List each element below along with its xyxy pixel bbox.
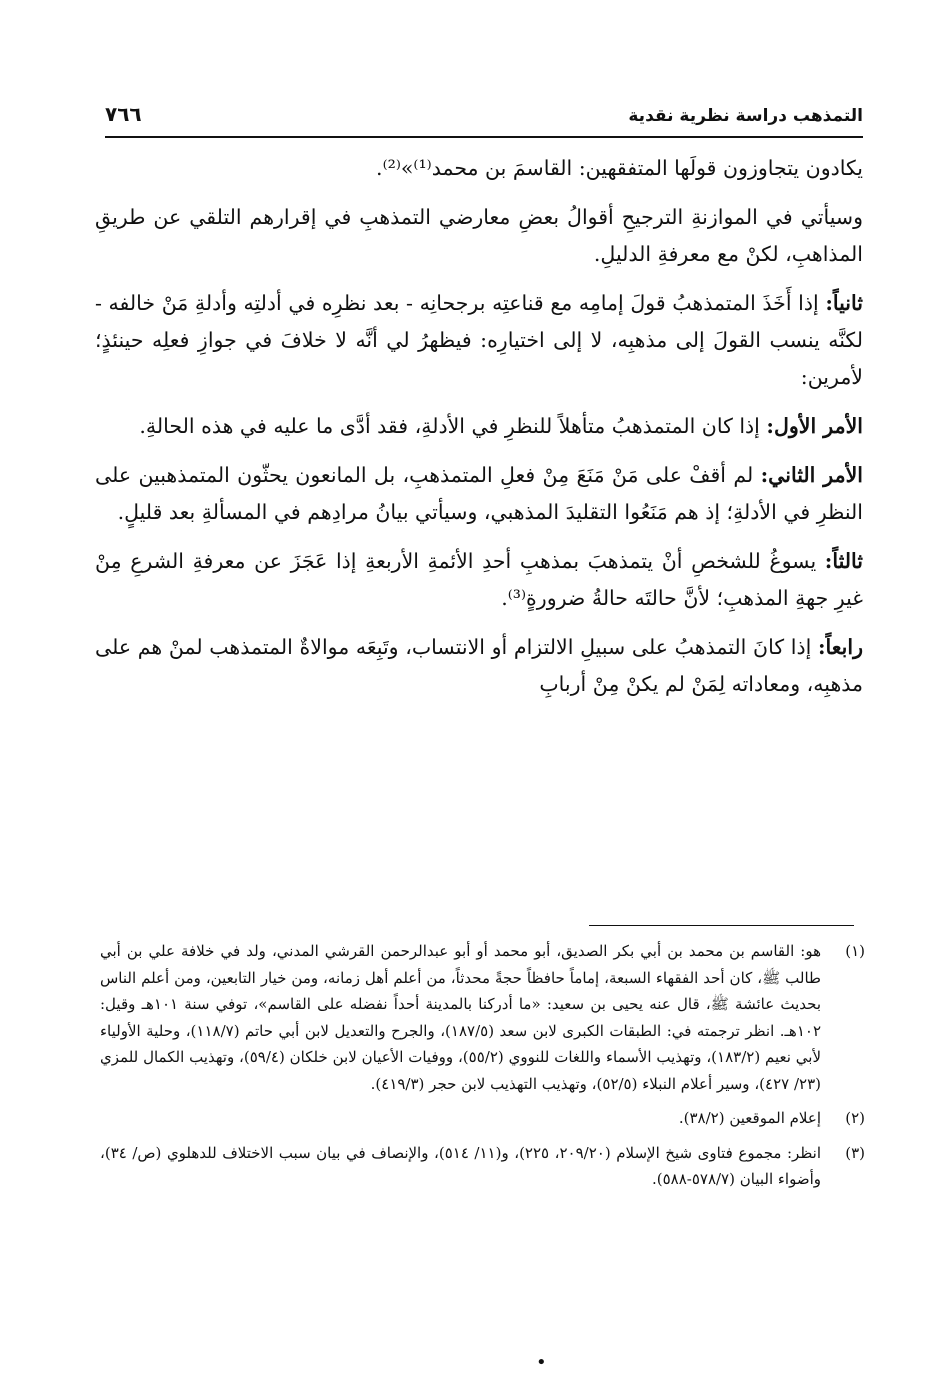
footnote-3-number: (٣) (845, 1143, 865, 1162)
paragraph-5 (95, 457, 863, 531)
paragraph-6-lead: ثالثاً: (824, 549, 863, 573)
header-title: التمذهب دراسة نظرية نقدية (628, 106, 863, 126)
paragraph-7-text: إذا كانَ التمذهبُ على سبيلِ الالتزام أو الانتساب، وتَبِعَه موالاةٌ المتمذهب لمنْ هم على مذهبِه، ومعاداته لِمَنْ لم يكنْ مِنْ أربابِ (95, 635, 863, 696)
paragraph-3-lead: ثانياً: (825, 291, 863, 315)
paragraph-5-lead: الأمر الثاني: (760, 463, 863, 487)
page-number: ٧٦٦ (105, 102, 142, 126)
paragraph-4 (95, 408, 863, 445)
running-header (105, 100, 863, 138)
paragraph-3 (95, 285, 863, 396)
footnote-separator (589, 925, 854, 926)
footnote-1 (100, 938, 865, 1097)
footnote-1-number: (١) (845, 942, 865, 960)
paragraph-7 (95, 629, 863, 703)
footnote-2 (100, 1105, 865, 1132)
paragraph-4-lead: الأمر الأول: (766, 414, 863, 438)
paragraph-4-text: إذا كان المتمذهبُ متأهلاً للنظرِ في الأدلةِ، فقد أدَّى ما عليه في هذه الحالةِ. (139, 414, 760, 438)
footnote-3 (100, 1140, 865, 1193)
footnotes (100, 938, 865, 1201)
page-mark: • (536, 1352, 547, 1373)
footnote-3-text: انظر: مجموع فتاوى شيخ الإسلام (٢٠٩/٢٠، ٢٢٥)، و(١١/ ٥١٤)، والإنصاف في بيان سبب الاختلاف للدهلوي (ص/ ٣٤)، وأضواء البيان (٥٧٨/٧-٥٨٨). (100, 1143, 821, 1188)
paragraph-2 (95, 199, 863, 273)
paragraph-1-text: يكادون يتجاوزون قولَها المتفقهين: القاسمَ بن محمد⁽¹⁾»⁽²⁾. (376, 156, 863, 180)
paragraph-6-text: يسوغُ للشخصِ أنْ يتمذهبَ بمذهبِ أحدِ الأئمةِ الأربعةِ إذا عَجَزَ عن معرفةِ الشرعِ مِنْ غيرِ جهةِ المذهبِ؛ لأنَّ حالتَه حالةُ ضرورةٍ⁽³⁾. (95, 549, 863, 610)
footnote-2-text: إعلام الموقعين (٣٨/٢). (678, 1109, 821, 1127)
paragraph-1 (95, 150, 863, 187)
footnote-2-number: (٢) (845, 1109, 865, 1127)
paragraph-3-text: إذا أَخَذَ المتمذهبُ قولَ إمامِه مع قناعتِه برجحانِه - بعد نظرِه في أدلتِه وأدلةِ مَنْ خالفه - لكنَّه ينسب القولَ إلى مذهبِه، لا إلى اختيارِه: فيظهرُ لي أنَّه لا خلافَ في جوازِ فعلِه حينئذٍ؛ لأمرين: (95, 291, 863, 389)
body-text (95, 150, 863, 715)
paragraph-6 (95, 543, 863, 617)
paragraph-7-lead: رابعاً: (817, 635, 863, 659)
paragraph-5-text: لم أقفْ على مَنْ مَنَعَ مِنْ فعلِ المتمذهبِ، بل المانعون يحثّون المتمذهبين على النظرِ في الأدلةِ؛ إذ هم مَنَعُوا التقليدَ المذهبي، وسيأتي بيانُ مرادِهم في المسألةِ بعد قليلٍ. (95, 463, 863, 524)
footnote-1-text: هو: القاسم بن محمد بن أبي بكر الصديق، أبو محمد أو أبو عبدالرحمن القرشي المدني، ولد في خلافة علي بن أبي طالب ﷺ، كان أحد الفقهاء السبعة، إماماً حافظاً حجةً محدثاً، من أعلم أهل زمانه، ومن خيار التابعين، ومن أعلم الناس بحديث عائشة ﷺ، قال عنه يحيى بن سعيد: «ما أدركنا بالمدينة أحداً نفضله على القاسم»، توفي سنة ١٠١هـ وقيل: ١٠٢هـ. انظر ترجمته في: الطبقات الكبرى لابن سعد (١٨٧/٥)، والجرح والتعديل لابن أبي حاتم (١١٨/٧)، وحلية الأولياء لأبي نعيم (١٨٣/٢)، وتهذيب الأسماء واللغات للنووي (٥٥/٢)، ووفيات الأعيان لابن خلكان (٥٩/٤)، وتهذيب الكمال للمزي (٢٣/ ٤٢٧)، وسير أعلام النبلاء (٥٢/٥)، وتهذيب التهذيب لابن حجر (٤١٩/٣). (100, 942, 822, 1093)
paragraph-2-text: وسيأتي في الموازنةِ الترجيحِ أقوالُ بعضِ معارضي التمذهبِ في إقرارهم التلقي عن طريقِ المذاهبِ، لكنْ مع معرفةِ الدليلِ. (95, 205, 863, 266)
